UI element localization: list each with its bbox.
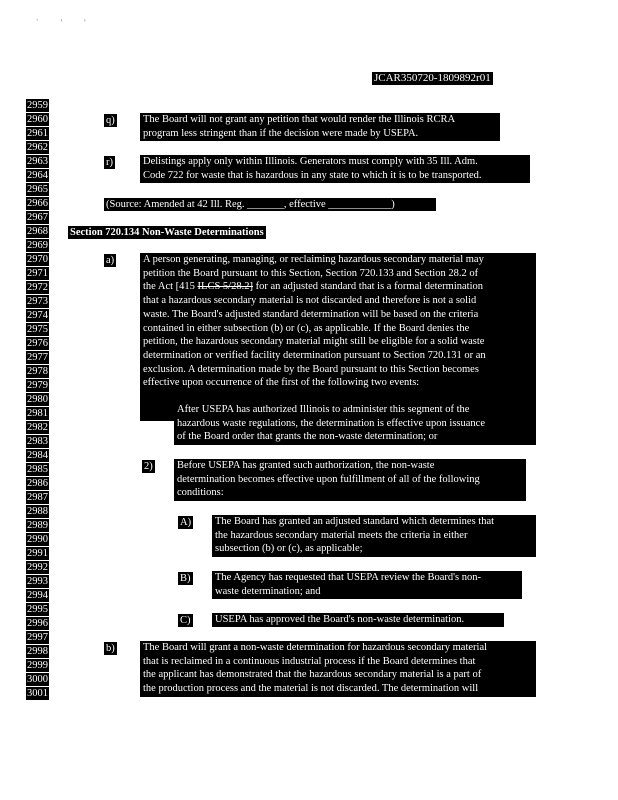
subsection-a-text <box>140 253 536 421</box>
line-number: 2998 <box>27 646 48 657</box>
text-line <box>143 280 533 294</box>
line-number: 3001 <box>27 688 48 699</box>
line-number: 2991 <box>27 548 48 559</box>
line-number: 2965 <box>27 184 48 195</box>
subsection-b-label: b) <box>106 643 115 654</box>
line-number: 2999 <box>27 660 48 671</box>
line-number: 2986 <box>27 478 48 489</box>
subsection-a-label: a) <box>106 255 115 266</box>
text-line: of the Board order that grants the non-waste determination; or <box>177 431 438 443</box>
line-number: 2974 <box>27 310 48 321</box>
text-line: exclusion. A determination made by the Board pursuant to this Section becomes <box>143 363 479 375</box>
text-line: Code 722 for waste that is hazardous in any state to which it is to be transported. <box>143 169 482 181</box>
line-number: 2973 <box>27 296 48 307</box>
subsection-a2C-text <box>212 613 504 627</box>
text-line: the production process and the material is not discarded. The determination will <box>143 683 479 695</box>
line-number: 2960 <box>27 114 48 125</box>
subsection-a2A-text <box>212 515 536 557</box>
line-number: 2959 <box>27 100 48 111</box>
scan-specks: ` ' ' <box>36 18 96 27</box>
text-line: USEPA has approved the Board's non-waste determination. <box>215 614 465 625</box>
line-number: 2997 <box>27 632 48 643</box>
line-number: 2961 <box>27 128 48 139</box>
subsection-a2A-label: A) <box>180 517 192 528</box>
text-line: After USEPA has authorized Illinois to administer this segment of the <box>177 404 470 415</box>
subsection-b-text <box>140 641 536 697</box>
line-number: 2993 <box>27 576 48 587</box>
text-line: effective upon occurrence of the first of the following two events: <box>143 377 420 389</box>
line-number: 2964 <box>27 170 48 181</box>
line-number: 2985 <box>27 464 48 475</box>
text-line: determination becomes effective upon fulfillment of all of the following <box>177 473 480 485</box>
subsection-a2-label: 2) <box>144 461 153 472</box>
line-number: 2978 <box>27 366 48 377</box>
line-number: 2988 <box>27 506 48 517</box>
text-line: the hazardous secondary material meets the criteria in either <box>215 529 468 541</box>
text-line: The Board will grant a non-waste determination for hazardous secondary material <box>143 642 488 653</box>
subsection-a2-text <box>174 459 526 501</box>
subsection-q-text <box>140 113 500 141</box>
line-number: 2975 <box>27 324 48 335</box>
document-id: JCAR350720-1809892r01 <box>374 72 491 84</box>
subsection-q-label: q) <box>106 115 115 126</box>
text-line: Before USEPA has granted such authorization, the non-waste <box>177 460 435 471</box>
subsection-a2B-text <box>212 571 522 599</box>
text-line: that is reclaimed in a continuous industrial process if the Board determines that <box>143 655 476 667</box>
text-line: Delistings apply only within Illinois. Generators must comply with 35 Ill. Adm. <box>143 156 478 167</box>
line-number: 2968 <box>27 226 48 237</box>
deleted-text: ILCS 5/28.2] <box>197 281 253 293</box>
line-number: 2966 <box>27 198 48 209</box>
subsection-r-text <box>140 155 530 183</box>
subsection-a2B-label: B) <box>180 573 191 584</box>
line-number: 2971 <box>27 268 48 279</box>
line-number: 2969 <box>27 240 48 251</box>
text-line: subsection (b) or (c), as applicable; <box>215 543 363 555</box>
line-number: 2982 <box>27 422 48 433</box>
line-number: 2967 <box>27 212 48 223</box>
line-number: 2983 <box>27 436 48 447</box>
line-number: 3000 <box>27 674 48 685</box>
source-note: (Source: Amended at 42 Ill. Reg. _______, effective ____________) <box>104 198 436 211</box>
subsection-a2C-label: C) <box>180 615 191 626</box>
text-fragment: for an adjusted standard that is a formal determination <box>252 281 484 293</box>
subsection-a1-text <box>174 403 536 445</box>
text-line: The Board will not grant any petition that would render the Illinois RCRA <box>143 114 456 125</box>
text-line: The Agency has requested that USEPA review the Board's non- <box>215 572 481 583</box>
text-line: conditions: <box>177 487 224 499</box>
subsection-a1-label: 1) <box>144 405 153 416</box>
text-line: The Board has granted an adjusted standard which determines that <box>215 516 495 527</box>
line-number: 2990 <box>27 534 48 545</box>
line-number: 2980 <box>27 394 48 405</box>
line-number: 2972 <box>27 282 48 293</box>
text-line: A person generating, managing, or reclaiming hazardous secondary material may <box>143 254 484 265</box>
text-line: waste. The Board's adjusted standard determination will be based on the criteria <box>143 308 479 320</box>
line-number: 2981 <box>27 408 48 419</box>
text-line: hazardous waste regulations, the determination is effective upon issuance <box>177 417 485 429</box>
line-number: 2992 <box>27 562 48 573</box>
text-line: determination or verified facility determination pursuant to Section 720.131 or an <box>143 349 486 361</box>
line-number: 2994 <box>27 590 48 601</box>
text-line: waste determination; and <box>215 585 321 597</box>
line-number: 2989 <box>27 520 48 531</box>
line-number: 2987 <box>27 492 48 503</box>
line-number: 2962 <box>27 142 48 153</box>
line-number: 2976 <box>27 338 48 349</box>
text-line: petition the Board pursuant to this Section, Section 720.133 and Section 28.2 of <box>143 267 479 279</box>
line-number: 2995 <box>27 604 48 615</box>
text-line: petition, the hazardous secondary material might still be eligible for a solid waste <box>143 336 485 348</box>
line-number: 2977 <box>27 352 48 363</box>
line-number: 2996 <box>27 618 48 629</box>
text-line: contained in either subsection (b) or (c), as applicable. If the Board denies the <box>143 322 470 334</box>
line-number: 2970 <box>27 254 48 265</box>
line-number: 2979 <box>27 380 48 391</box>
subsection-r-label: r) <box>106 157 113 168</box>
text-line: that a hazardous secondary material is not discarded and therefore is not a solid <box>143 295 477 307</box>
text-line: the applicant has demonstrated that the hazardous secondary material is a part of <box>143 669 482 681</box>
text-line: program less stringent than if the decision were made by USEPA. <box>143 127 419 139</box>
section-heading: Section 720.134 Non-Waste Determinations <box>70 227 264 238</box>
line-number: 2984 <box>27 450 48 461</box>
line-number: 2963 <box>27 156 48 167</box>
text-fragment: the Act [415 <box>143 281 198 293</box>
